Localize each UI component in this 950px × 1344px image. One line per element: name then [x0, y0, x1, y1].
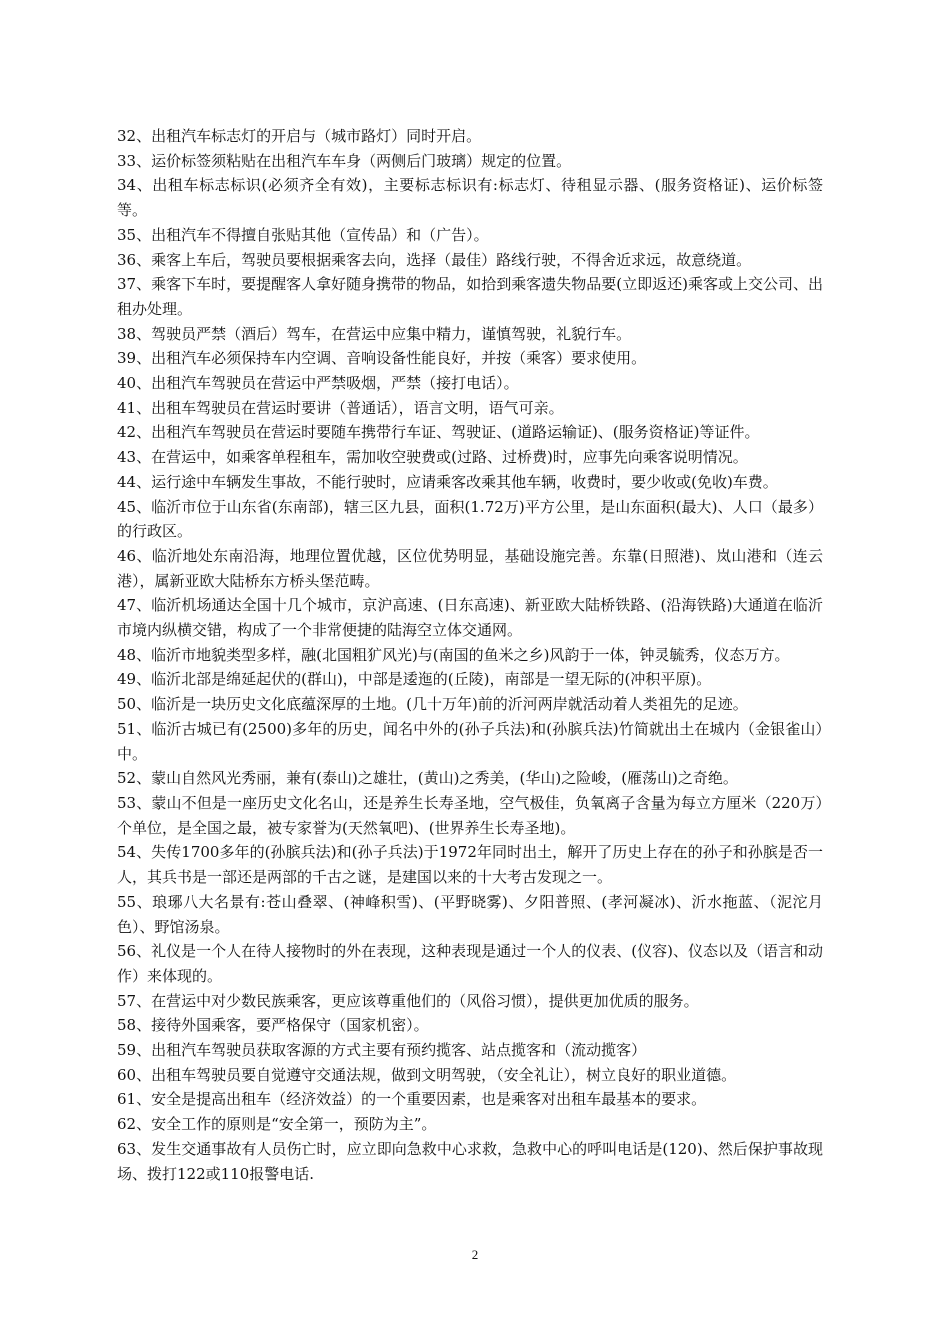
question-list	[117, 124, 823, 1186]
list-item: 40、出租汽车驾驶员在营运中严禁吸烟，严禁（接打电话）。	[117, 374, 519, 393]
list-item: 61、安全是提高出租车（经济效益）的一个重要因素，也是乘客对出租车最基本的要求。	[117, 1090, 707, 1109]
list-item: 42、出租汽车驾驶员在营运时要随车携带行车证、驾驶证、(道路运输证)、(服务资格证)等证件。	[117, 423, 760, 442]
list-item: 49、临沂北部是绵延起伏的(群山)，中部是逶迤的(丘陵)，南部是一望无际的(冲积平原)。	[117, 670, 712, 689]
list-item: 59、出租汽车驾驶员获取客源的方式主要有预约揽客、站点揽客和（流动揽客）	[117, 1041, 647, 1060]
list-item: 38、驾驶员严禁（酒后）驾车，在营运中应集中精力，谨慎驾驶，礼貌行车。	[117, 324, 632, 343]
list-item: 41、出租车驾驶员在营运时要讲（普通话），语言文明，语气可亲。	[117, 398, 564, 417]
list-item: 45、临沂市位于山东省(东南部)，辖三区九县，面积(1.72万)平方公里，是山东面积(最大)、人口（最多）的行政区。	[117, 497, 823, 541]
list-item: 32、出租汽车标志灯的开启与（城市路灯）同时开启。	[117, 127, 482, 145]
list-item: 57、在营运中对少数民族乘客，更应该尊重他们的（风俗习惯），提供更加优质的服务。	[117, 991, 699, 1010]
list-item: 33、运价标签须粘贴在出租汽车车身（两侧后门玻璃）规定的位置。	[117, 151, 572, 170]
list-item: 52、蒙山自然风光秀丽，兼有(泰山)之雄壮，(黄山)之秀美，(华山)之险峻，(雁荡山)之奇绝。	[117, 769, 738, 788]
list-item: 35、出租汽车不得擅自张贴其他（宣传品）和（广告）。	[117, 225, 489, 244]
list-item: 34、出租车标志标识(必须齐全有效)，主要标志标识有:标志灯、待租显示器、(服务资格证)、运价标签等。	[117, 176, 823, 220]
list-item: 60、出租车驾驶员要自觉遵守交通法规，做到文明驾驶，（安全礼让），树立良好的职业道德。	[117, 1065, 737, 1084]
list-item: 39、出租汽车必须保持车内空调、音响设备性能良好，并按（乘客）要求使用。	[117, 349, 647, 368]
list-item: 53、蒙山不但是一座历史文化名山，还是养生长寿圣地，空气极佳，负氧离子含量为每立方厘米（220万）个单位，是全国之最，被专家誉为(天然氧吧)、(世界养生长寿圣地)。	[117, 793, 823, 837]
list-item: 56、礼仪是一个人在待人接物时的外在表现，这种表现是通过一个人的仪表、(仪容)、仪态以及（语言和动作）来体现的。	[117, 942, 823, 985]
list-item: 37、乘客下车时，要提醒客人拿好随身携带的物品，如拾到乘客遗失物品要(立即返还)乘客或上交公司、出租办处理。	[117, 275, 823, 318]
list-item: 43、在营运中，如乘客单程租车，需加收空驶费或(过路、过桥费)时，应事先向乘客说明情况。	[117, 448, 748, 467]
list-item: 36、乘客上车后，驾驶员要根据乘客去向，选择（最佳）路线行驶，不得舍近求远，故意绕道。	[117, 250, 752, 269]
page-number: 2	[471, 1247, 479, 1262]
list-item: 48、临沂市地貌类型多样，融(北国粗犷风光)与(南国的鱼米之乡)风韵于一体，钟灵毓秀，仪态万方。	[117, 645, 790, 664]
list-item: 44、运行途中车辆发生事故，不能行驶时，应请乘客改乘其他车辆，收费时，要少收或(免收)车费。	[117, 472, 778, 491]
list-item: 62、安全工作的原则是“安全第一，预防为主”。	[117, 1115, 437, 1134]
list-item: 46、临沂地处东南沿海，地理位置优越，区位优势明显，基础设施完善。东靠(日照港)、岚山港和（连云港），属新亚欧大陆桥东方桥头堡范畴。	[117, 546, 823, 590]
list-item: 54、失传1700多年的(孙膑兵法)和(孙子兵法)于1972年同时出土，解开了历史上存在的孙子和孙膑是否一人，其兵书是一部还是两部的千古之谜，是建国以来的十大考古发现之一。	[117, 843, 823, 887]
list-item: 47、临沂机场通达全国十几个城市，京沪高速、(日东高速)、新亚欧大陆桥铁路、(沿海铁路)大通道在临沂市境内纵横交错，构成了一个非常便捷的陆海空立体交通网。	[117, 596, 823, 640]
list-item: 58、接待外国乘客，要严格保守（国家机密）。	[117, 1016, 429, 1035]
list-item: 63、发生交通事故有人员伤亡时，应立即向急救中心求救，急救中心的呼叫电话是(120)、然后保护事故现场、拨打122或110报警电话.	[117, 1139, 823, 1183]
list-item: 51、临沂古城已有(2500)多年的历史，闻名中外的(孙子兵法)和(孙膑兵法)竹简就出土在城内（金银雀山）中。	[117, 719, 823, 763]
list-item: 50、临沂是一块历史文化底蕴深厚的土地。(几十万年)前的沂河两岸就活动着人类祖先的足迹。	[117, 695, 748, 714]
list-item: 55、琅琊八大名景有:苍山叠翠、(神峰积雪)、(平野晓雾)、夕阳普照、(孝河凝冰)、沂水拖蓝、（泥沱月色）、野馆汤泉。	[117, 892, 823, 936]
